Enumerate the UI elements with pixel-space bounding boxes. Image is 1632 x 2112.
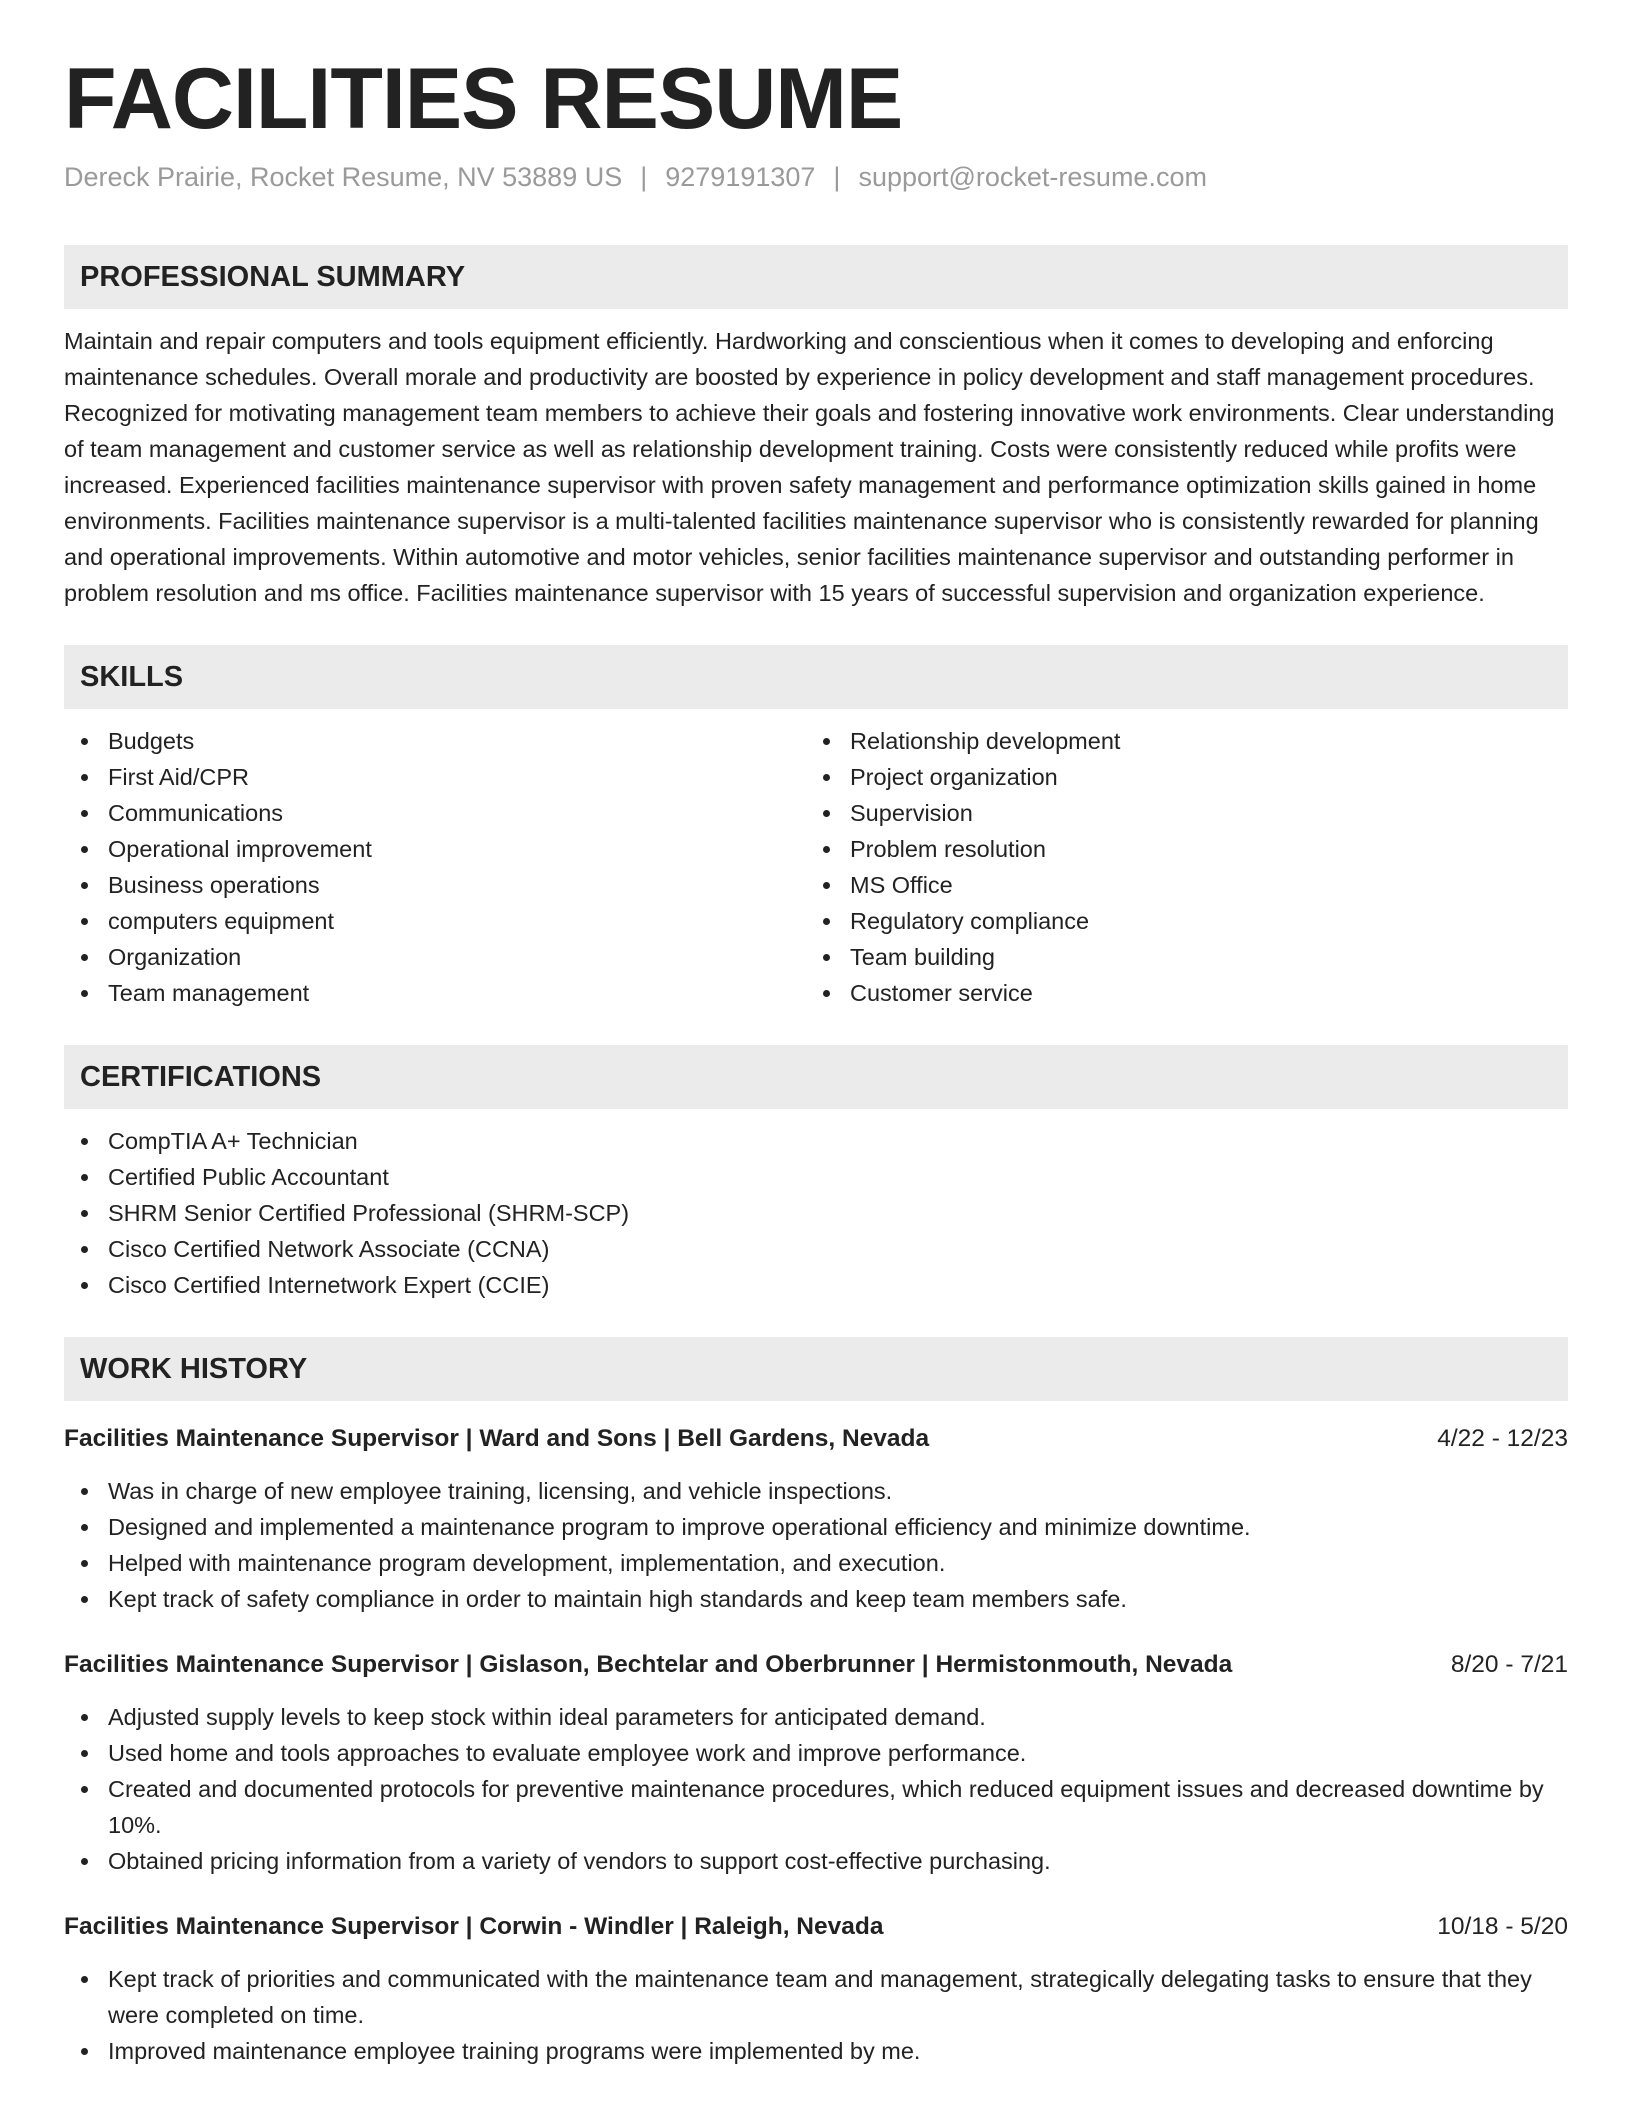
skill-item: Communications [64,795,806,831]
job-bullet: Created and documented protocols for preventive maintenance procedures, which reduced equipment issues and decreased downtime by 10%. [64,1771,1568,1843]
skill-item: Budgets [64,723,806,759]
contact-address: Dereck Prairie, Rocket Resume, NV 53889 US [64,162,623,192]
work-history-section [64,1337,1568,2069]
job-bullet: Used home and tools approaches to evaluate employee work and improve performance. [64,1735,1568,1771]
job-header [64,1647,1568,1683]
job-header [64,1909,1568,1945]
skill-item: Team management [64,975,806,1011]
job-bullet: Helped with maintenance program development, implementation, and execution. [64,1545,1568,1581]
summary-section [64,245,1568,611]
skills-grid [64,723,1568,1011]
contact-separator: | [640,162,648,192]
skills-column-left [64,723,806,1011]
skill-item: Supervision [806,795,1548,831]
job-dates: 4/22 - 12/23 [1437,1425,1568,1452]
contact-email: support@rocket-resume.com [858,162,1207,192]
job-entry [64,1647,1568,1879]
certification-item: Cisco Certified Internetwork Expert (CCIE) [64,1267,1568,1303]
job-bullets [64,1473,1568,1617]
job-bullets [64,1699,1568,1879]
job-bullet: Adjusted supply levels to keep stock within ideal parameters for anticipated demand. [64,1699,1568,1735]
skill-item: Team building [806,939,1548,975]
skills-column-right [806,723,1548,1011]
job-entry [64,1421,1568,1617]
skill-item: Project organization [806,759,1548,795]
skill-item: MS Office [806,867,1548,903]
job-header [64,1421,1568,1457]
job-dates: 8/20 - 7/21 [1450,1651,1568,1678]
job-bullet: Kept track of priorities and communicated with the maintenance team and management, strategically delegating tasks to ensure that they were completed on time. [64,1961,1568,2033]
certification-item: SHRM Senior Certified Professional (SHRM-SCP) [64,1195,1568,1231]
job-title: Facilities Maintenance Supervisor | Gislason, Bechtelar and Oberbrunner | Hermistonmouth, Nevada [64,1651,1233,1678]
skill-item: Regulatory compliance [806,903,1548,939]
section-heading: SKILLS [64,645,1568,709]
contact-line [64,162,1568,193]
certification-item: Certified Public Accountant [64,1159,1568,1195]
job-bullet: Kept track of safety compliance in order to maintain high standards and keep team members safe. [64,1581,1568,1617]
section-heading: WORK HISTORY [64,1337,1568,1401]
skill-item: First Aid/CPR [64,759,806,795]
job-dates: 10/18 - 5/20 [1437,1913,1568,1940]
job-bullet: Obtained pricing information from a variety of vendors to support cost-effective purchasing. [64,1843,1568,1879]
job-bullet: Designed and implemented a maintenance program to improve operational efficiency and minimize downtime. [64,1509,1568,1545]
certification-item: CompTIA A+ Technician [64,1123,1568,1159]
section-heading: PROFESSIONAL SUMMARY [64,245,1568,309]
job-entry [64,1909,1568,2069]
job-bullet: Was in charge of new employee training, licensing, and vehicle inspections. [64,1473,1568,1509]
summary-text: Maintain and repair computers and tools equipment efficiently. Hardworking and conscientious when it comes to developing and enforcing maintenance schedules. Overall morale and productivity are boosted by experience in policy development and staff management procedures. Recognized for motivating management team members to achieve their goals and fostering innovative work environments. Clear understanding of team management and customer service as well as relationship development training. Costs were consistently reduced while profits were increased. Experienced facilities maintenance supervisor with proven safety management and performance optimization skills gained in home environments. Facilities maintenance supervisor is a multi-talented facilities maintenance supervisor who is consistently rewarded for planning and operational improvements. Within automotive and motor vehicles, senior facilities maintenance supervisor and outstanding performer in problem resolution and ms office. Facilities maintenance supervisor with 15 years of successful supervision and organization experience. [64,328,1555,606]
section-heading: CERTIFICATIONS [64,1045,1568,1109]
skills-section [64,645,1568,1011]
contact-separator: | [833,162,841,192]
skill-item: Business operations [64,867,806,903]
skill-item: Customer service [806,975,1548,1011]
job-title: Facilities Maintenance Supervisor | Corwin - Windler | Raleigh, Nevada [64,1913,884,1940]
skill-item: computers equipment [64,903,806,939]
job-bullet: Improved maintenance employee training programs were implemented by me. [64,2033,1568,2069]
job-title: Facilities Maintenance Supervisor | Ward and Sons | Bell Gardens, Nevada [64,1425,930,1452]
contact-phone: 9279191307 [665,162,816,192]
resume-title: FACILITIES RESUME [64,51,903,147]
skill-item: Relationship development [806,723,1548,759]
skill-item: Operational improvement [64,831,806,867]
certifications-section [64,1045,1568,1303]
skill-item: Organization [64,939,806,975]
job-bullets [64,1961,1568,2069]
certifications-list [64,1123,1568,1303]
certification-item: Cisco Certified Network Associate (CCNA) [64,1231,1568,1267]
skill-item: Problem resolution [806,831,1548,867]
